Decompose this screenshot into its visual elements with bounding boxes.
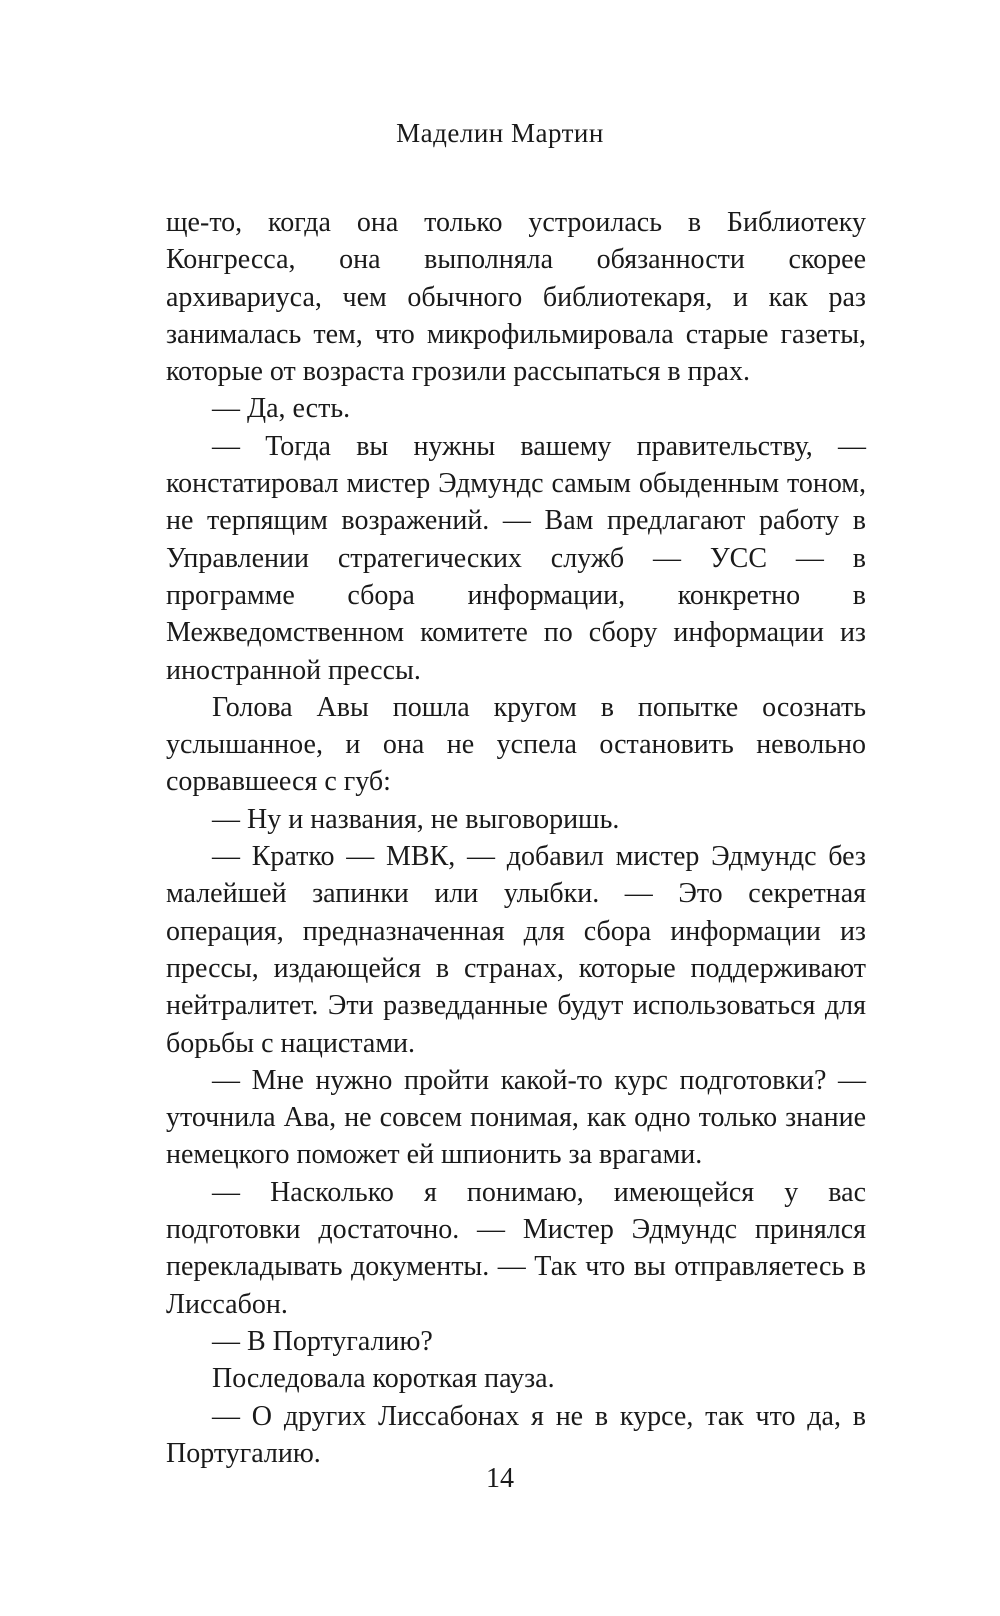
paragraph-dialogue: — Насколько я понимаю, имеющейся у вас подготовки достаточно. — Мистер Эдмундс принялся перекладывать документы. — Так что вы отправляетесь в Лиссабон. [166, 1176, 866, 1320]
body-text [166, 204, 866, 1472]
paragraph-dialogue: — В Португалию? [212, 1325, 433, 1357]
paragraph-narration: Последовала короткая пауза. [212, 1363, 555, 1395]
paragraph-dialogue: — Да, есть. [212, 393, 351, 425]
running-header-author: Маделин Мартин [396, 118, 604, 148]
paragraph-narration: Голова Авы пошла кругом в попытке осознать услышанное, и она не успела остановить невольно сорвавшееся с губ: [166, 691, 866, 798]
page-number: 14 [486, 1463, 514, 1494]
paragraph-dialogue: — Тогда вы нужны вашему правительству, — констатировал мистер Эдмундс самым обыденным тоном, не терпящим возражений. — Вам предлагают работу в Управлении стратегических служб — УСС — в программе сбора информации, конкретно в Межведомственном комитете по сбору информации из иностранной прессы. [166, 430, 866, 686]
paragraph-dialogue: — Кратко — МВК, — добавил мистер Эдмундс без малейшей запинки или улыбки. — Это секретная операция, предназначенная для сбора информации из прессы, издающейся в странах, которые поддерживают нейтралитет. Эти разведданные будут использоваться для борьбы с нацистами. [166, 841, 866, 1059]
paragraph-dialogue: — Мне нужно пройти какой-то курс подготовки? — уточнила Ава, не совсем понимая, как одно только знание немецкого поможет ей шпионить за врагами. [166, 1064, 866, 1171]
paragraph-dialogue: — Ну и названия, не выговоришь. [212, 803, 620, 835]
paragraph-continuation: ще-то, когда она только устроилась в Библиотеку Конгресса, она выполняла обязанности скорее архивариуса, чем обычного библиотекаря, и как раз занималась тем, что микрофильмировала старые газеты, которые от возраста грозили рассыпаться в прах. [166, 207, 866, 388]
paragraph-dialogue: — О других Лиссабонах я не в курсе, так что да, в Португалию. [166, 1400, 866, 1469]
